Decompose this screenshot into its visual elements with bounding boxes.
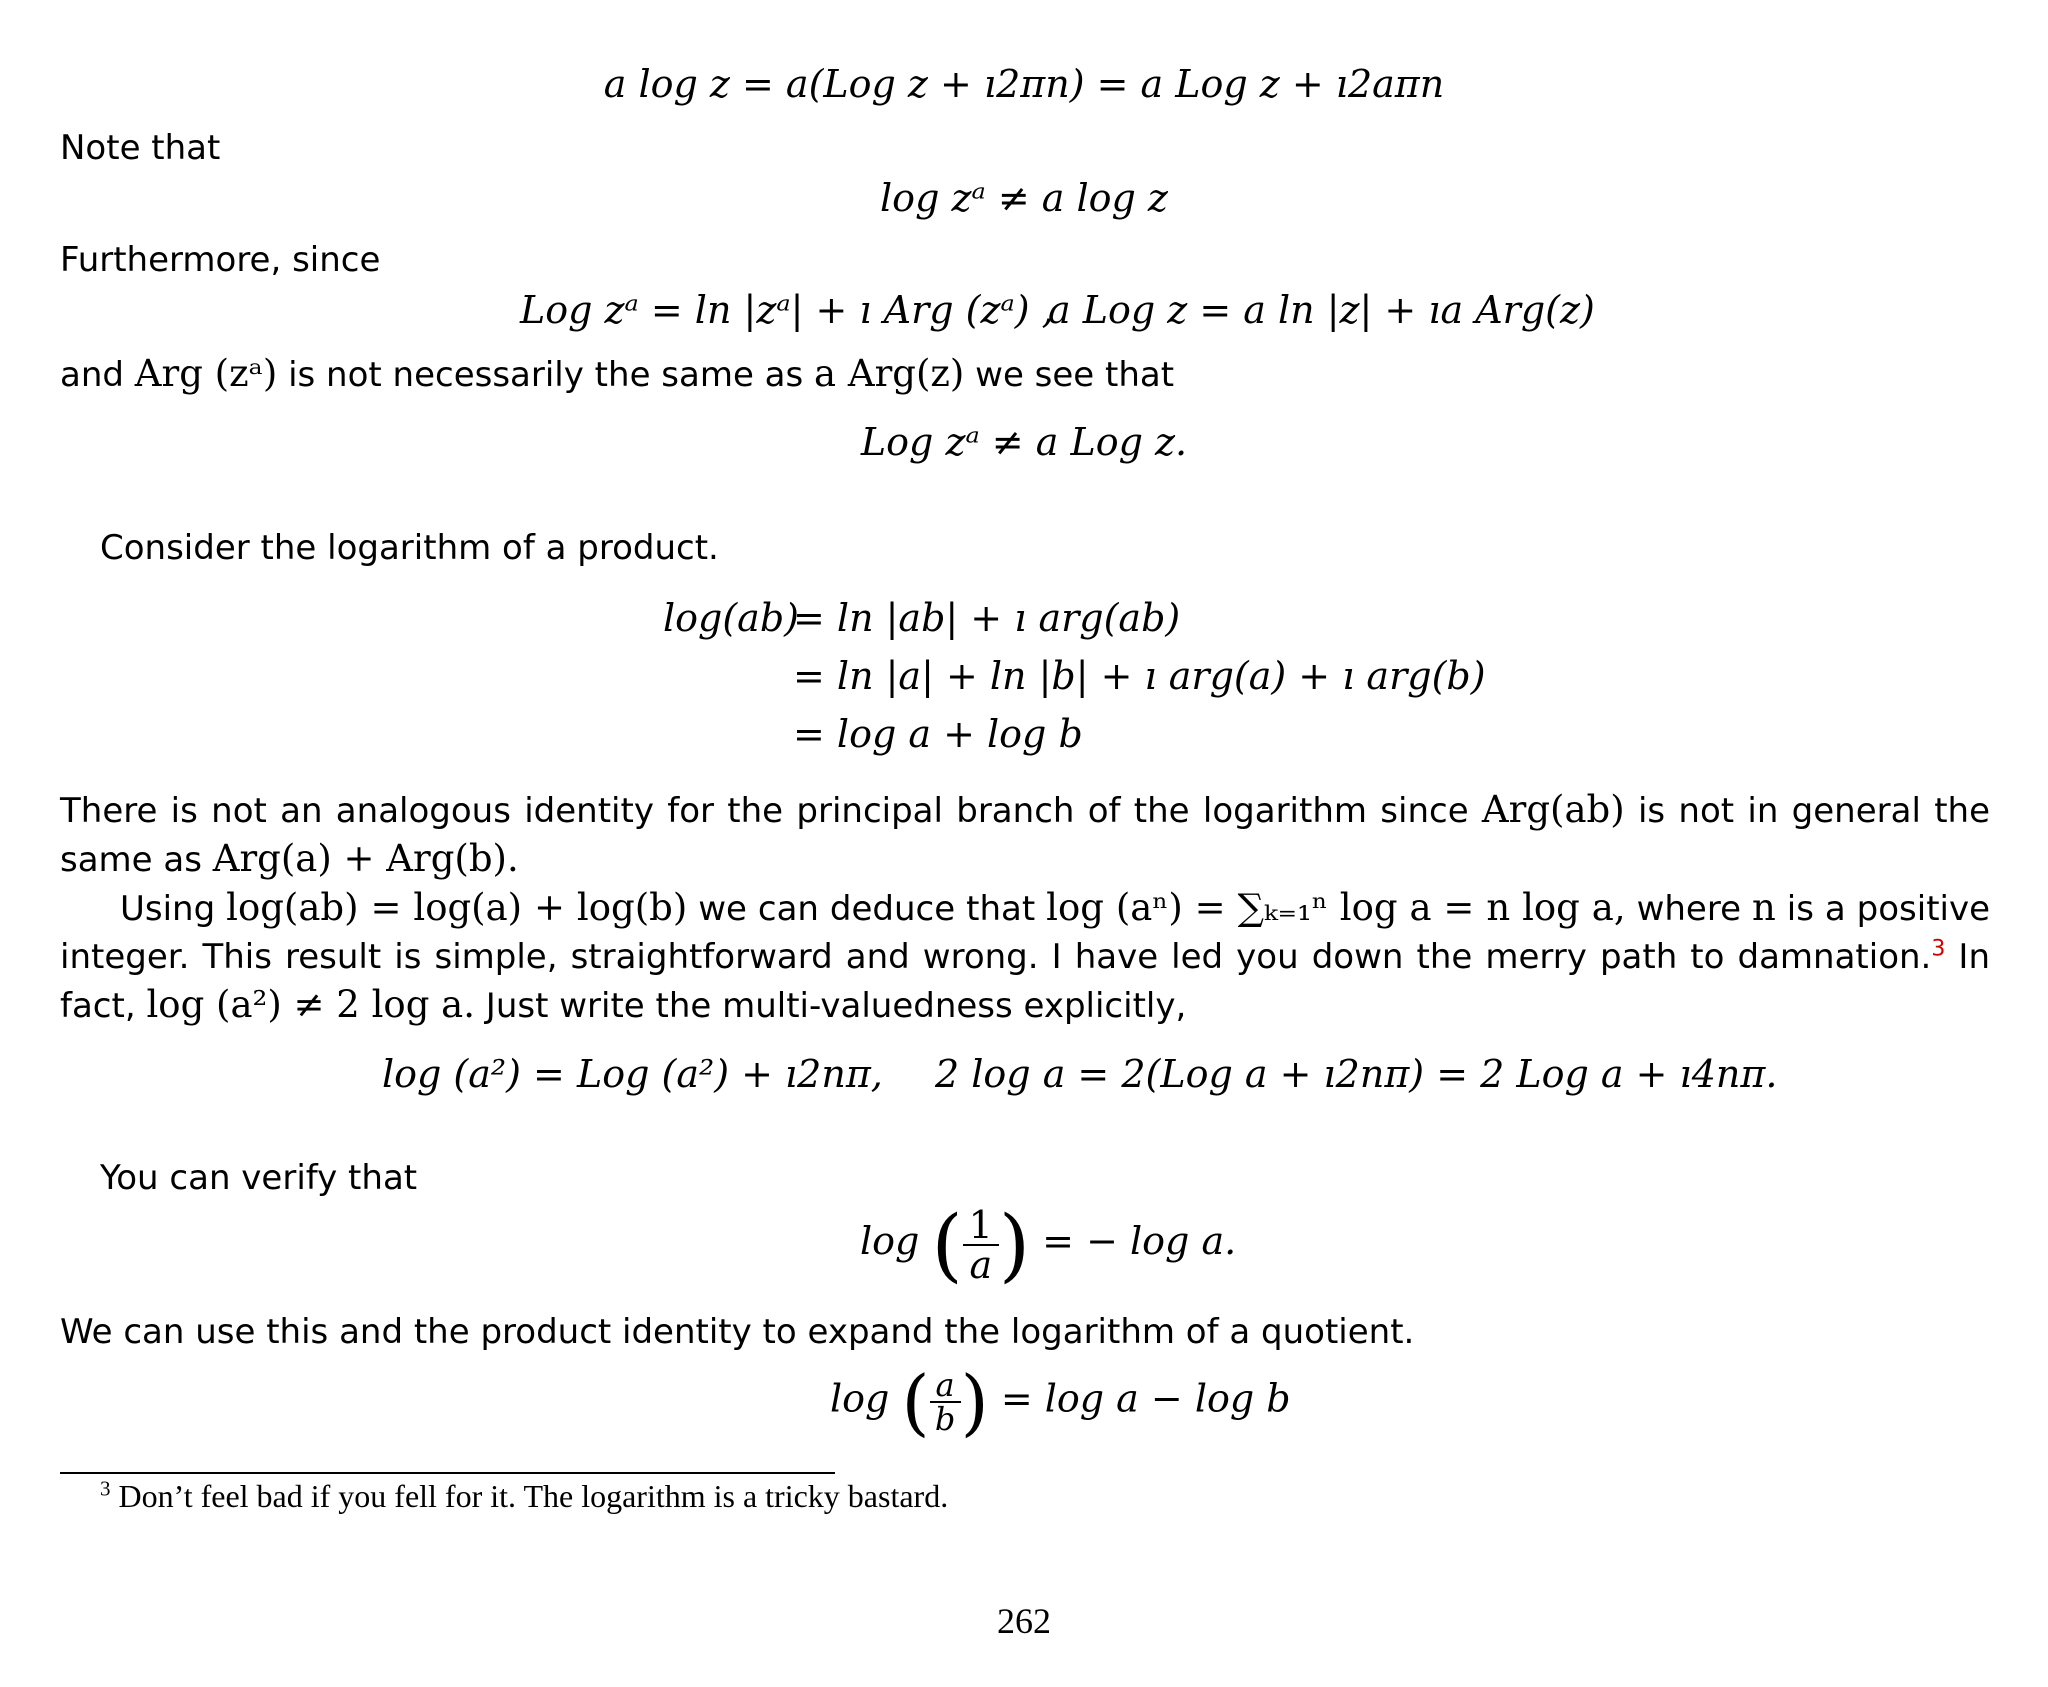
equation-log-quotient: log ( $\frac{a}{b}$ ) = log a − log b bbox=[830, 1360, 1291, 1444]
page-number: 262 bbox=[997, 1601, 1051, 1641]
text-and-arg: and Arg (zᵃ) is not necessarily the same as a Arg(z) we see that bbox=[60, 352, 1175, 395]
text-consider-product: Consider the logarithm of a product. bbox=[100, 528, 719, 568]
equation-log-ab-line1: = ln |ab| + ı arg(ab) bbox=[793, 596, 1181, 640]
equation-a-log-z: a log z = a(Log z + ı2πn) = a Log z + ı2aπn bbox=[603, 62, 1445, 106]
left-paren-icon: ( bbox=[901, 1360, 930, 1444]
fraction-one-over-a: $\frac{1}{a}$ bbox=[963, 1206, 999, 1284]
equation-log-ab-lhs: log(ab) bbox=[663, 596, 799, 640]
footnote-reference-3[interactable]: 3 bbox=[1931, 936, 1946, 962]
text-furthermore: Furthermore, since bbox=[60, 240, 381, 280]
paragraph-using-product: Using log(ab) = log(a) + log(b) we can deduce that log (aⁿ) = ∑ₖ₌₁ⁿ log a = n log a, where n is a positive integer. This result is simple, straightforward and wrong. I have led you down the merry path to damnation.$^3$ In fact, log (a²) ≠ 2 log a. Just write the multi-valuedness explicitly, bbox=[60, 886, 1991, 1026]
paragraph-principal-branch: There is not an analogous identity for the principal branch of the logarithm since Arg(ab) is not in general the same as Arg(a) + Arg(b). bbox=[60, 788, 1990, 880]
equation-log-z-a-neq: log zᵃ ≠ a log z bbox=[880, 176, 1168, 220]
right-paren-icon: ) bbox=[998, 1198, 1031, 1291]
text-you-can-verify: You can verify that bbox=[100, 1158, 418, 1198]
equation-principal-log-neq: Log zᵃ ≠ a Log z. bbox=[860, 420, 1188, 464]
equation-principal-log-power: Log zᵃ = ln |zᵃ| + ı Arg (zᵃ) , bbox=[520, 288, 1054, 332]
fraction-a-over-b: $\frac{a}{b}$ bbox=[930, 1369, 961, 1435]
text-quotient: We can use this and the product identity to expand the logarithm of a quotient. bbox=[60, 1312, 1415, 1352]
left-paren-icon: ( bbox=[931, 1198, 963, 1291]
equation-log-reciprocal: log ( $\frac{1}{a}$ ) = − log a. bbox=[860, 1198, 1237, 1291]
footnote-rule bbox=[60, 1472, 835, 1474]
equation-log-ab-line2: = ln |a| + ln |b| + ı arg(a) + ı arg(b) bbox=[793, 654, 1486, 698]
right-paren-icon: ) bbox=[960, 1360, 989, 1444]
equation-log-ab-line3: = log a + log b bbox=[793, 712, 1083, 756]
equation-log-a-squared: log (a²) = Log (a²) + ı2nπ, bbox=[382, 1052, 883, 1096]
footnote-3: $^3$ Don’t feel bad if you fell for it. The logarithm is a tricky bastard. bbox=[100, 1476, 949, 1514]
equation-a-principal-log: a Log z = a ln |z| + ıa Arg(z) bbox=[1048, 288, 1595, 332]
text-note-that: Note that bbox=[60, 128, 221, 168]
equation-two-log-a: 2 log a = 2(Log a + ı2nπ) = 2 Log a + ı4nπ. bbox=[935, 1052, 1778, 1096]
